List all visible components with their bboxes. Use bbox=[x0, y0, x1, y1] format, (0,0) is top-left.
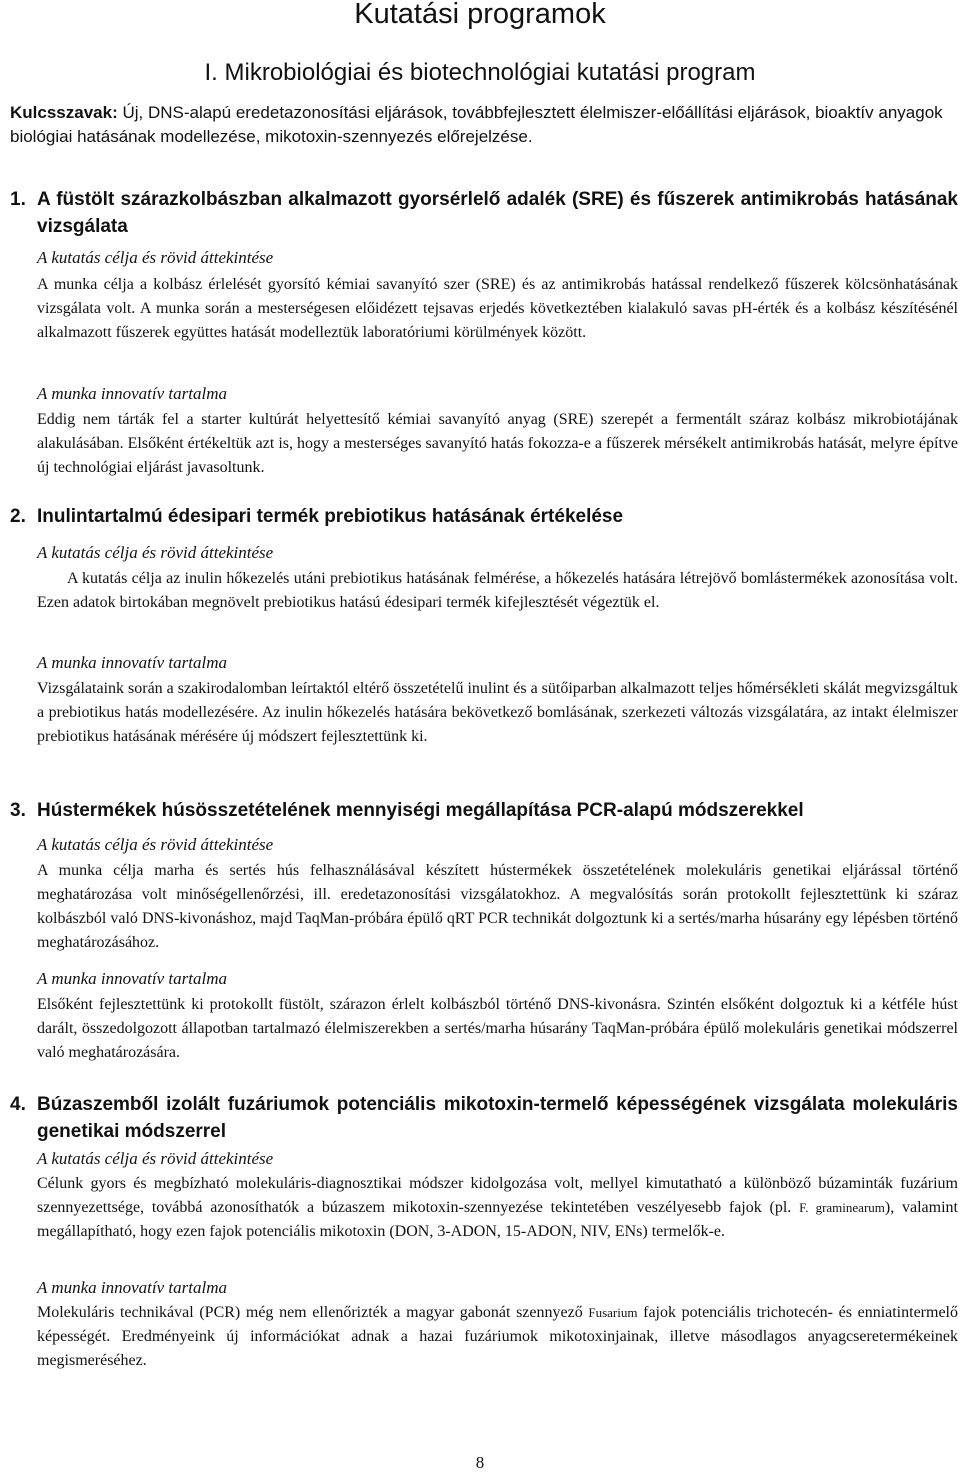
goal-label: A kutatás célja és rövid áttekintése bbox=[37, 1149, 274, 1168]
innovation-label: A munka innovatív tartalma bbox=[37, 1278, 227, 1297]
keywords-text: Új, DNS-alapú eredetazonosítási eljárások, továbbfejlesztett élelmiszer-előállítási eljárások, bioaktív anyagok biológiai hatásának modellezése, mikotoxin-szennyezés előrejelzése. bbox=[10, 103, 943, 146]
page-title: Kutatási programok bbox=[354, 0, 606, 30]
genus-name: Fusarium bbox=[588, 1305, 638, 1320]
innovation-paragraph bbox=[37, 1301, 958, 1373]
innovation-text-part: fajok potenciális trichotecén- és enniatintermelő képességét. Eredményeink új információkat adnak a hazai fuzáriumok mikotoxinjainak, illetve másodlagos anyagcseretermékeinek megismeréséhez. bbox=[37, 1304, 958, 1369]
goal-text-part: Célunk gyors és megbízható molekuláris-diagnosztikai módszer kidolgozása volt, mellyel kimutatható a különböző búzaminták fuzárium szennyezettsége, továbbá azonosíthatók a búzaszem mikotoxin-szennyezése tekintetében veszélyesebb fajok (pl. bbox=[37, 1175, 958, 1216]
keywords-paragraph bbox=[10, 101, 952, 149]
innovation-paragraph: Elsőként fejlesztettünk ki protokollt füstölt, szárazon érlelt kolbászból történő DNS-kivonásra. Szintén elsőként dolgoztuk ki a kétféle húst darált, összedolgozott állapotban tartalmazó élelmiszerekben a sertés/marha húsarány TaqMan-próbára épülő molekuláris genetikai módszerrel való meghatározására. bbox=[37, 996, 958, 1061]
innovation-text-part: Molekuláris technikával (PCR) még nem ellenőrizték a magyar gabonát szennyező bbox=[37, 1304, 589, 1321]
goal-label: A kutatás célja és rövid áttekintése bbox=[37, 543, 274, 562]
goal-paragraph: A munka célja a kolbász érlelését gyorsító kémiai savanyító szer (SRE) és az antimikrobás hatással rendelkező fűszerek kölcsönhatásának vizsgálata volt. A munka során a mesterségesen előidézett tejsavas erjedés következtében kialakuló savas pH-érték és a kolbász készítésénél alkalmazott fűszerek együttes hatását modelleztük laboratóriumi körülmények között. bbox=[37, 276, 958, 341]
section-heading bbox=[10, 1091, 958, 1145]
program-title: I. Mikrobiológiai és biotechnológiai kutatási program bbox=[204, 59, 756, 86]
section-title: A füstölt szárazkolbászban alkalmazott gyorsérlelő adalék (SRE) és fűszerek antimikrobás hatásának vizsgálata bbox=[37, 189, 958, 237]
goal-text-part: ), valamint megállapítható, hogy ezen fajok potenciális mikotoxin (DON, 3-ADON, 15-ADON, NIV, ENs) termelők-e. bbox=[37, 1199, 958, 1240]
section-number: 3. bbox=[10, 800, 26, 821]
innovation-label: A munka innovatív tartalma bbox=[37, 653, 227, 672]
section-heading bbox=[10, 797, 958, 824]
goal-label: A kutatás célja és rövid áttekintése bbox=[37, 248, 274, 267]
section-number: 1. bbox=[10, 189, 26, 210]
goal-paragraph bbox=[37, 1172, 958, 1244]
goal-label: A kutatás célja és rövid áttekintése bbox=[37, 835, 274, 854]
section-number: 2. bbox=[10, 506, 26, 527]
section-title: Búzaszemből izolált fuzáriumok potenciális mikotoxin-termelő képességének vizsgálata molekuláris genetikai módszerrel bbox=[37, 1094, 958, 1142]
section-number: 4. bbox=[10, 1094, 26, 1115]
keywords-label: Kulcsszavak: bbox=[10, 103, 118, 122]
innovation-paragraph: Vizsgálataink során a szakirodalomban leírtaktól eltérő összetételű inulint és a sütőiparban alkalmazott teljes hőmérsékleti skálát megvizsgáltuk a prebiotikus hatás modellezésére. Az inulin hőkezelés hatására bekövetkező bomlásának, szerkezeti változás vizsgálatára, az intakt élelmiszer prebiotikus hatásának mérésére új módszert fejlesztettünk ki. bbox=[37, 680, 958, 745]
innovation-label: A munka innovatív tartalma bbox=[37, 969, 227, 988]
innovation-paragraph: Eddig nem tárták fel a starter kultúrát helyettesítő kémiai savanyító anyag (SRE) szerepét a fermentált száraz kolbász mikrobiotájának alakulásában. Elsőként értékeltük azt is, hogy a mesterséges savanyító hatás fokozza-e a fűszerek mérsékelt antimikrobás hatását, melyre építve új technológiai eljárást javasoltunk. bbox=[37, 411, 958, 476]
species-name: F. graminearum bbox=[799, 1200, 885, 1215]
page-number: 8 bbox=[475, 1453, 485, 1472]
goal-paragraph: A kutatás célja az inulin hőkezelés utáni prebiotikus hatásának felmérése, a hőkezelés hatására létrejövő bomlástermékek azonosítása volt. Ezen adatok birtokában megnövelt prebiotikus hatású édesipari termék kifejlesztését végeztük el. bbox=[37, 570, 958, 611]
goal-paragraph: A munka célja marha és sertés hús felhasználásával készített hústermékek összetételének molekuláris genetikai eljárással történő meghatározása volt minőségellenőrzési, ill. eredetazonosítási vizsgálatokhoz. A megvalósítás során protokollt fejlesztettünk ki száraz kolbászból való DNS-kivonáshoz, majd TaqMan-próbára épülő qRT PCR technikát dolgoztunk ki a sertés/marha húsarány egy lépésben történő meghatározásához. bbox=[37, 862, 958, 951]
innovation-label: A munka innovatív tartalma bbox=[37, 384, 227, 403]
section-heading bbox=[10, 503, 958, 530]
section-title: Inulintartalmú édesipari termék prebiotikus hatásának értékelése bbox=[37, 506, 624, 527]
section-heading bbox=[10, 186, 958, 240]
section-title: Hústermékek húsösszetételének mennyiségi megállapítása PCR-alapú módszerekkel bbox=[37, 800, 804, 821]
